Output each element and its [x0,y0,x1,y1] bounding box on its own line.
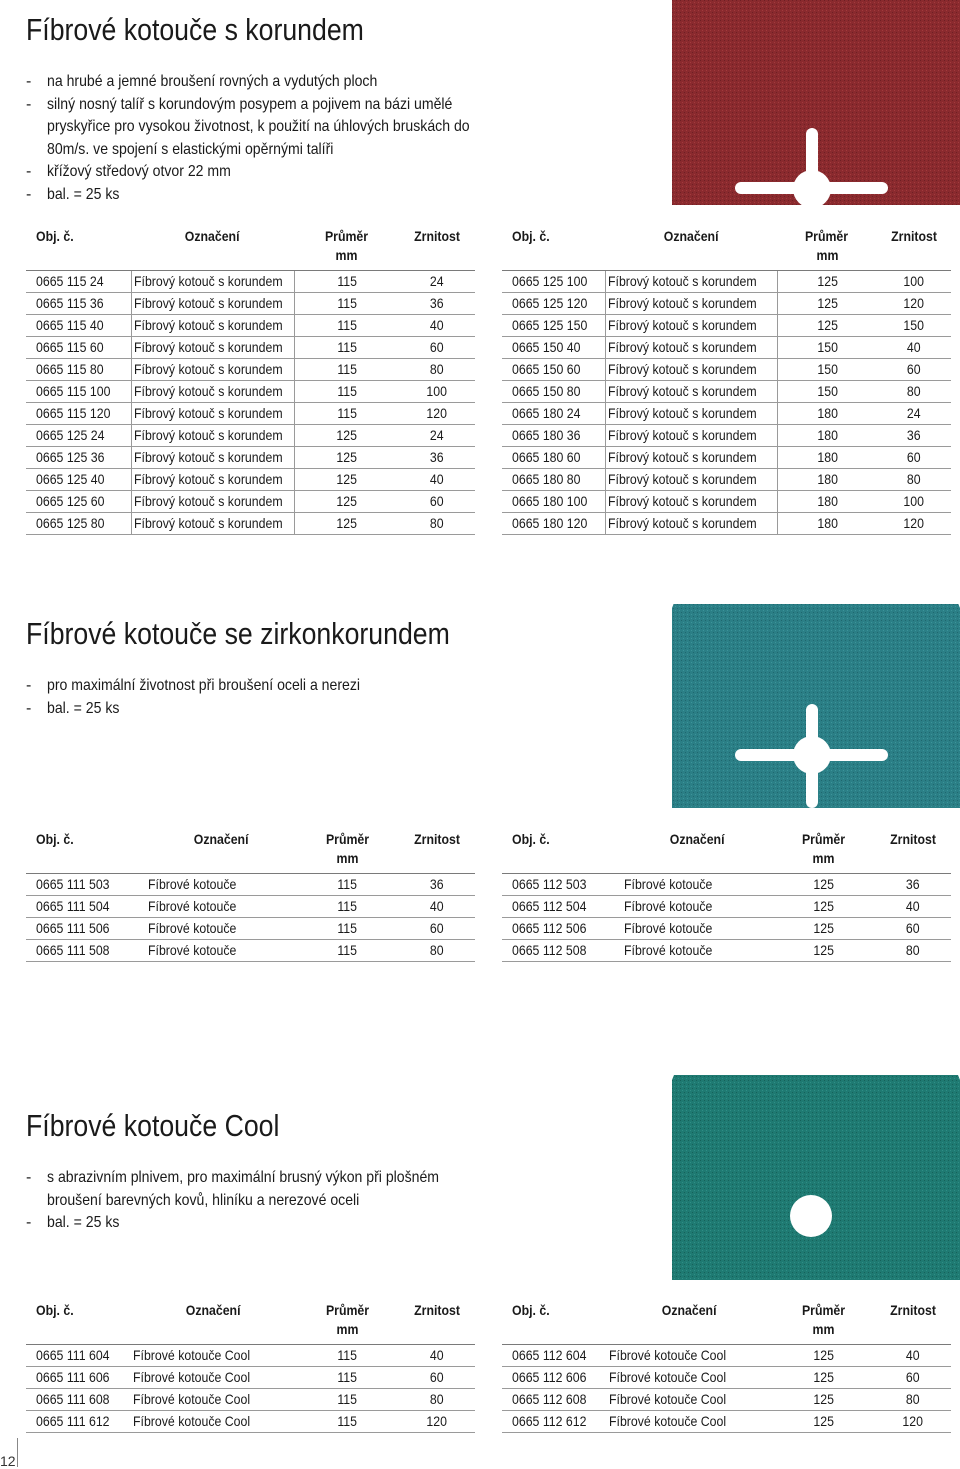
cell-prumer: 125 [777,271,877,293]
cell-obj: 0665 111 608 [26,1389,131,1411]
cell-prumer: 115 [294,359,399,381]
cell-prumer: 180 [777,469,877,491]
cell-obj: 0665 180 120 [502,513,605,535]
cell-prumer: 180 [777,403,877,425]
bullet-list-korund [26,71,496,206]
cell-obj: 0665 125 36 [26,447,131,469]
bullet-item: - křížový středový otvor 22 mm [26,161,496,184]
cell-oznaceni: Fíbrové kotouče Cool [607,1345,772,1367]
cell-obj: 0665 150 80 [502,381,605,403]
cell-oznaceni: Fíbrový kotouč s korundem [131,359,294,381]
cell-oznaceni: Fíbrový kotouč s korundem [605,337,777,359]
cell-prumer: 115 [294,271,399,293]
cell-oznaceni: Fíbrový kotouč s korundem [131,491,294,513]
table-row [26,315,475,337]
bullet-item: - s abrazivním plnivem, pro maximální brusný výkon při plošném broušení barevných kovů, hliníku a nerezové oceli [26,1167,496,1212]
cell-prumer: 115 [296,940,399,962]
product-table-zirkon-left [26,827,475,962]
cell-zrnitost: 40 [875,896,951,918]
table-row [502,1389,951,1411]
table-row [502,403,951,425]
cell-obj: 0665 111 604 [26,1345,131,1367]
product-table-korund-left [26,224,475,535]
cell-prumer: 125 [294,447,399,469]
header-obj: Obj. č. [512,1302,550,1318]
cell-oznaceni: Fíbrový kotouč s korundem [131,293,294,315]
header-obj: Obj. č. [36,228,74,244]
table-row [26,381,475,403]
cell-oznaceni: Fíbrový kotouč s korundem [605,381,777,403]
cell-oznaceni: Fíbrový kotouč s korundem [605,447,777,469]
cell-obj: 0665 112 608 [502,1389,607,1411]
cell-obj: 0665 111 504 [26,896,146,918]
header-prumer: Průměr [325,831,370,847]
header-oznaceni: Označení [663,228,719,244]
header-oznaceni: Označení [662,1302,717,1318]
cell-oznaceni: Fíbrový kotouč s korundem [605,513,777,535]
page-edge-line [17,1438,18,1467]
cell-oznaceni: Fíbrové kotouče Cool [607,1367,772,1389]
table-row [502,896,951,918]
bullet-item: - silný nosný talíř s korundovým posypem a pojivem na bázi umělé pryskyřice pro vysokou životnost, k použití na úhlových bruskách do 80m/s. ve spojení s elastickými opěrnými talíři [26,94,496,162]
table-row [26,403,475,425]
cell-zrnitost: 60 [877,359,951,381]
cell-oznaceni: Fíbrový kotouč s korundem [131,381,294,403]
cell-oznaceni: Fíbrový kotouč s korundem [605,293,777,315]
cell-prumer: 115 [294,315,399,337]
table-row [502,1345,951,1367]
cell-obj: 0665 111 612 [26,1411,131,1433]
header-zrnitost: Zrnitost [414,831,460,847]
product-table-cool-right [502,1298,951,1433]
table-row [502,1367,951,1389]
cell-prumer: 125 [772,1367,875,1389]
cell-zrnitost: 40 [399,896,475,918]
cell-obj: 0665 112 612 [502,1411,607,1433]
table-row [26,1411,475,1433]
cell-obj: 0665 125 80 [26,513,131,535]
cell-zrnitost: 80 [399,513,475,535]
table-row [502,359,951,381]
cell-prumer: 115 [294,381,399,403]
cell-oznaceni: Fíbrový kotouč s korundem [131,513,294,535]
cell-obj: 0665 180 36 [502,425,605,447]
cell-zrnitost: 80 [399,1389,475,1411]
cell-oznaceni: Fíbrové kotouče [146,874,296,896]
header-mm: mm [812,1321,835,1337]
disc-image-korund [672,0,960,205]
cell-obj: 0665 115 40 [26,315,131,337]
table-row [26,918,475,940]
cell-prumer: 125 [294,513,399,535]
cell-obj: 0665 125 100 [502,271,605,293]
cell-zrnitost: 24 [877,403,951,425]
table-row [26,447,475,469]
cell-prumer: 115 [296,918,399,940]
cell-zrnitost: 36 [877,425,951,447]
cell-zrnitost: 36 [875,874,951,896]
cell-oznaceni: Fíbrový kotouč s korundem [131,271,294,293]
cell-oznaceni: Fíbrové kotouče [622,940,772,962]
table-row [26,1367,475,1389]
product-table-korund-right [502,224,951,535]
cell-zrnitost: 120 [877,513,951,535]
table-row [26,359,475,381]
header-prumer: Průměr [325,1302,370,1318]
cell-zrnitost: 100 [877,271,951,293]
cell-obj: 0665 112 604 [502,1345,607,1367]
cell-obj: 0665 125 40 [26,469,131,491]
cell-obj: 0665 111 503 [26,874,146,896]
cell-oznaceni: Fíbrový kotouč s korundem [131,315,294,337]
header-zrnitost: Zrnitost [891,228,937,244]
cell-obj: 0665 111 606 [26,1367,131,1389]
cell-oznaceni: Fíbrové kotouče Cool [607,1389,772,1411]
cell-prumer: 125 [772,874,875,896]
table-row [502,425,951,447]
cell-obj: 0665 112 606 [502,1367,607,1389]
cell-obj: 0665 115 100 [26,381,131,403]
bullet-item: - bal. = 25 ks [26,1212,496,1235]
bullet-item: - na hrubé a jemné broušení rovných a vydutých ploch [26,71,496,94]
header-mm: mm [816,247,838,263]
header-prumer: Průměr [801,1302,846,1318]
table-row [502,918,951,940]
cell-obj: 0665 115 24 [26,271,131,293]
cell-oznaceni: Fíbrové kotouče Cool [131,1411,296,1433]
cell-prumer: 115 [296,874,399,896]
section-title-cool: Fíbrové kotouče Cool [26,1108,280,1143]
cell-zrnitost: 80 [875,1389,951,1411]
cell-zrnitost: 120 [877,293,951,315]
header-mm: mm [335,247,358,263]
cell-oznaceni: Fíbrový kotouč s korundem [131,403,294,425]
cell-prumer: 125 [772,896,875,918]
cell-zrnitost: 60 [875,1367,951,1389]
cell-obj: 0665 115 80 [26,359,131,381]
cell-obj: 0665 115 120 [26,403,131,425]
cell-obj: 0665 180 24 [502,403,605,425]
cell-zrnitost: 80 [877,469,951,491]
cell-obj: 0665 180 60 [502,447,605,469]
bullet-item: - bal. = 25 ks [26,184,496,207]
header-oznaceni: Označení [669,831,725,847]
cell-zrnitost: 24 [399,271,475,293]
cell-prumer: 115 [294,337,399,359]
cell-obj: 0665 125 24 [26,425,131,447]
cell-prumer: 125 [772,1411,875,1433]
table-row [26,271,475,293]
cell-obj: 0665 125 60 [26,491,131,513]
cell-obj: 0665 112 506 [502,918,622,940]
table-row [502,447,951,469]
cell-obj: 0665 125 120 [502,293,605,315]
cell-prumer: 115 [296,1389,399,1411]
cell-prumer: 180 [777,425,877,447]
cell-prumer: 125 [772,918,875,940]
cell-zrnitost: 100 [877,491,951,513]
cell-zrnitost: 40 [399,469,475,491]
table-row [502,271,951,293]
cell-prumer: 180 [777,491,877,513]
cell-obj: 0665 115 36 [26,293,131,315]
cell-obj: 0665 112 504 [502,896,622,918]
cell-prumer: 125 [772,1345,875,1367]
table-row [502,293,951,315]
cell-prumer: 180 [777,513,877,535]
cell-oznaceni: Fíbrové kotouče Cool [131,1367,296,1389]
table-row [26,1345,475,1367]
table-row [502,337,951,359]
header-mm: mm [336,850,359,866]
cell-prumer: 150 [777,359,877,381]
cell-zrnitost: 120 [875,1411,951,1433]
cell-obj: 0665 180 100 [502,491,605,513]
cell-obj: 0665 180 80 [502,469,605,491]
cell-oznaceni: Fíbrové kotouče [622,896,772,918]
cell-zrnitost: 60 [399,918,475,940]
product-table-zirkon-right [502,827,951,962]
cell-oznaceni: Fíbrový kotouč s korundem [605,359,777,381]
bullet-list-zirkon [26,675,496,720]
cell-oznaceni: Fíbrové kotouče [622,874,772,896]
disc-image-zirkon [672,604,960,808]
section-title-zirkon: Fíbrové kotouče se zirkonkorundem [26,616,450,651]
cell-zrnitost: 36 [399,293,475,315]
cell-zrnitost: 150 [877,315,951,337]
table-row [26,337,475,359]
cell-oznaceni: Fíbrové kotouče Cool [131,1389,296,1411]
table-row [26,425,475,447]
product-table-cool-left [26,1298,475,1433]
table-row [502,469,951,491]
cell-prumer: 150 [777,381,877,403]
cell-prumer: 115 [296,1345,399,1367]
header-obj: Obj. č. [36,831,74,847]
cell-obj: 0665 112 508 [502,940,622,962]
cell-oznaceni: Fíbrový kotouč s korundem [131,425,294,447]
table-row [26,293,475,315]
cell-oznaceni: Fíbrové kotouče [622,918,772,940]
section-title-korund: Fíbrové kotouče s korundem [26,12,364,47]
cell-zrnitost: 80 [877,381,951,403]
cell-prumer: 125 [294,425,399,447]
cell-obj: 0665 150 40 [502,337,605,359]
cell-oznaceni: Fíbrový kotouč s korundem [605,491,777,513]
table-row [26,469,475,491]
cell-oznaceni: Fíbrový kotouč s korundem [131,447,294,469]
table-row [502,940,951,962]
header-zrnitost: Zrnitost [414,228,460,244]
table-row [26,874,475,896]
cell-obj: 0665 111 508 [26,940,146,962]
cell-oznaceni: Fíbrový kotouč s korundem [605,469,777,491]
header-obj: Obj. č. [512,831,550,847]
cell-prumer: 125 [772,940,875,962]
cell-oznaceni: Fíbrové kotouče [146,918,296,940]
table-row [26,1389,475,1411]
cell-prumer: 125 [777,315,877,337]
table-row [26,940,475,962]
header-prumer: Průměr [324,228,369,244]
bullet-list-cool [26,1167,496,1235]
cell-zrnitost: 60 [877,447,951,469]
cell-oznaceni: Fíbrový kotouč s korundem [131,337,294,359]
header-obj: Obj. č. [36,1302,74,1318]
cell-zrnitost: 40 [399,1345,475,1367]
header-prumer: Průměr [801,831,846,847]
cell-prumer: 125 [294,491,399,513]
cell-obj: 0665 115 60 [26,337,131,359]
cell-oznaceni: Fíbrové kotouče [146,896,296,918]
cell-prumer: 150 [777,337,877,359]
cell-zrnitost: 40 [399,315,475,337]
cell-zrnitost: 60 [399,1367,475,1389]
cell-obj: 0665 111 506 [26,918,146,940]
cell-prumer: 115 [296,896,399,918]
table-row [26,896,475,918]
header-zrnitost: Zrnitost [414,1302,460,1318]
cell-prumer: 115 [294,403,399,425]
cell-prumer: 125 [772,1389,875,1411]
table-row [502,1411,951,1433]
cell-zrnitost: 120 [399,403,475,425]
cell-zrnitost: 80 [399,940,475,962]
table-row [502,381,951,403]
cell-zrnitost: 120 [399,1411,475,1433]
header-obj: Obj. č. [512,228,550,244]
cell-oznaceni: Fíbrový kotouč s korundem [605,425,777,447]
page-number: 12 [0,1453,16,1469]
header-zrnitost: Zrnitost [890,831,936,847]
cell-oznaceni: Fíbrové kotouče Cool [131,1345,296,1367]
cell-zrnitost: 60 [399,337,475,359]
header-zrnitost: Zrnitost [890,1302,936,1318]
cell-prumer: 125 [777,293,877,315]
header-mm: mm [812,850,835,866]
cell-prumer: 180 [777,447,877,469]
table-row [26,491,475,513]
table-row [502,874,951,896]
cell-zrnitost: 40 [875,1345,951,1367]
table-row [26,513,475,535]
cell-zrnitost: 36 [399,874,475,896]
cell-zrnitost: 80 [399,359,475,381]
header-oznaceni: Označení [193,831,249,847]
cell-prumer: 115 [294,293,399,315]
cell-zrnitost: 60 [399,491,475,513]
cell-prumer: 115 [296,1411,399,1433]
bullet-item: - bal. = 25 ks [26,698,496,721]
cell-oznaceni: Fíbrové kotouče Cool [607,1411,772,1433]
cell-zrnitost: 80 [875,940,951,962]
cell-zrnitost: 60 [875,918,951,940]
cell-obj: 0665 150 60 [502,359,605,381]
header-prumer: Průměr [805,228,849,244]
cell-obj: 0665 125 150 [502,315,605,337]
cell-zrnitost: 36 [399,447,475,469]
disc-image-cool [672,1075,960,1280]
cell-prumer: 125 [294,469,399,491]
cell-oznaceni: Fíbrový kotouč s korundem [605,315,777,337]
table-row [502,513,951,535]
cell-prumer: 115 [296,1367,399,1389]
cell-oznaceni: Fíbrový kotouč s korundem [605,403,777,425]
header-oznaceni: Označení [186,1302,241,1318]
header-mm: mm [336,1321,359,1337]
cell-zrnitost: 40 [877,337,951,359]
bullet-item: - pro maximální životnost při broušení oceli a nerezi [26,675,496,698]
table-row [502,315,951,337]
cell-zrnitost: 100 [399,381,475,403]
cell-obj: 0665 112 503 [502,874,622,896]
cell-oznaceni: Fíbrové kotouče [146,940,296,962]
cell-oznaceni: Fíbrový kotouč s korundem [605,271,777,293]
table-row [502,491,951,513]
cell-oznaceni: Fíbrový kotouč s korundem [131,469,294,491]
cell-zrnitost: 24 [399,425,475,447]
header-oznaceni: Označení [185,228,240,244]
